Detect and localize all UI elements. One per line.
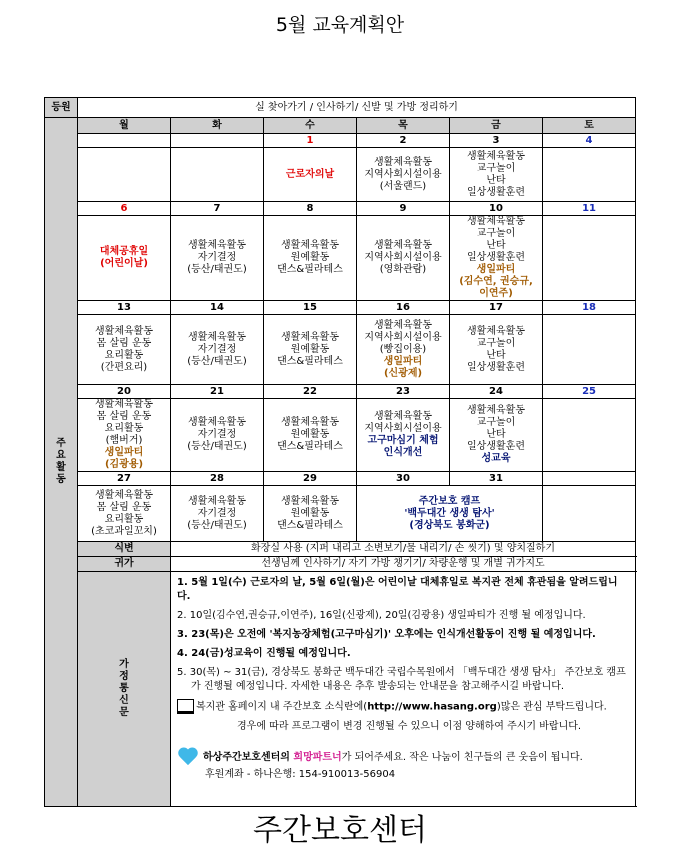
activity-cell: 대체공휴일 (어린이날): [78, 216, 171, 301]
date-cell: 21: [171, 385, 264, 399]
date-cell: 25: [543, 385, 636, 399]
page-title: 5월 교육계획안: [275, 14, 405, 36]
activity-cell: 생활체육활동 자기결정 (등산/태권도): [171, 399, 264, 472]
date-cell: 8: [264, 202, 357, 216]
activity-side-label: 주 요 활 동: [45, 118, 78, 807]
activity-cell: [543, 216, 636, 301]
day-sat: 토: [543, 118, 636, 134]
activity-cell: 생활체육활동 몸 살림 운동 요리활동 (햄버거) 생일파티 (김광용): [78, 399, 171, 472]
date-cell: 18: [543, 301, 636, 315]
arrival-label: 등원: [45, 98, 78, 118]
schedule-table: [44, 97, 636, 807]
center-name: 주간보호센터: [253, 813, 427, 848]
date-cell: 17: [450, 301, 543, 315]
date-cell: 29: [264, 472, 357, 486]
activity-cell: 생활체육활동 원예활동 댄스&필라테스: [264, 315, 357, 385]
activity-cell: 생활체육활동 원예활동 댄스&필라테스: [264, 486, 357, 542]
arrival-text: 실 찾아가기 / 인사하기/ 신발 및 가방 정리하기: [78, 98, 636, 118]
date-cell: 1: [264, 134, 357, 148]
activity-cell: 생활체육활동 지역사회시설이용 (영화관람): [357, 216, 450, 301]
date-cell: 22: [264, 385, 357, 399]
date-cell: 11: [543, 202, 636, 216]
meal-label: 식변: [78, 542, 171, 557]
activity-cell: [543, 486, 636, 542]
day-wed: 수: [264, 118, 357, 134]
date-cell: 31: [450, 472, 543, 486]
date-cell: 13: [78, 301, 171, 315]
date-cell: 14: [171, 301, 264, 315]
activity-cell: [543, 148, 636, 202]
notice-item: 1. 5월 1일(수) 근로자의 날, 5월 6일(월)은 어린이날 대체휴일로 복지관 전체 휴관됨을 알려드립니다.: [177, 577, 618, 602]
activity-cell: 생활체육활동 원예활동 댄스&필라테스: [264, 216, 357, 301]
date-cell: 30: [357, 472, 450, 486]
notice-item: 4. 24(금)성교육이 진행될 예정입니다.: [177, 648, 351, 659]
activity-cell: 생활체육활동 자기결정 (등산/태권도): [171, 216, 264, 301]
date-cell: 16: [357, 301, 450, 315]
day-mon: 월: [78, 118, 171, 134]
date-cell: 27: [78, 472, 171, 486]
activity-cell: 생활체육활동 지역사회시설이용 고구마심기 체험 인식개선: [357, 399, 450, 472]
meal-text: 화장실 사용 (지퍼 내리고 소변보기/물 내리기/ 손 씻기) 및 양치질하기: [171, 542, 636, 557]
donation-line: 하상주간보호센터의 희망파트너가 되어주세요. 작은 나눔이 친구들의 큰 웃음이 됩니다.: [177, 746, 629, 768]
date-cell: 3: [450, 134, 543, 148]
donation-account: 후원계좌 - 하나은행: 154-910013-56904: [205, 768, 396, 780]
date-cell: [78, 134, 171, 148]
notice-item: 가 진행될 예정입니다. 자세한 내용은 추후 발송되는 안내문을 참고해주시길 바랍니다.: [191, 681, 565, 692]
homepage-line: 복지관 홈페이지 내 주간보호 소식란에(http://www.hasang.org)많은 관심 부탁드립니다.: [177, 699, 629, 715]
date-cell: 4: [543, 134, 636, 148]
activity-cell: 생활체육활동 몸 살림 운동 요리활동 (간편요리): [78, 315, 171, 385]
activity-cell: 생활체육활동 원예활동 댄스&필라테스: [264, 399, 357, 472]
day-thu: 목: [357, 118, 450, 134]
notice-item: 3. 23(목)은 오전에 '복지농장체험(고구마심기)' 오후에는 인식개선활동이 진행 될 예정입니다.: [177, 629, 596, 640]
computer-icon: [177, 699, 194, 714]
departure-label: 귀가: [78, 557, 171, 572]
activity-cell: [543, 399, 636, 472]
activity-cell: 생활체육활동 지역사회시설이용 (빵집이용) 생일파티 (신광제): [357, 315, 450, 385]
date-cell: 2: [357, 134, 450, 148]
activity-cell: [543, 315, 636, 385]
activity-cell: 생활체육활동 교구놀이 난타 일상생활훈련 생일파티 (김수연, 권승규, 이연주): [450, 216, 543, 301]
camp-cell: 주간보호 캠프 '백두대간 생생 탐사' (경상북도 봉화군): [357, 486, 543, 542]
activity-cell: [171, 148, 264, 202]
heart-icon: [177, 746, 199, 768]
activity-cell: 생활체육활동 자기결정 (등산/태권도): [171, 315, 264, 385]
activity-cell: 생활체육활동 교구놀이 난타 일상생활훈련: [450, 315, 543, 385]
date-cell: 24: [450, 385, 543, 399]
notice-body: [171, 572, 636, 807]
date-cell: 15: [264, 301, 357, 315]
date-cell: 10: [450, 202, 543, 216]
day-tue: 화: [171, 118, 264, 134]
date-cell: 9: [357, 202, 450, 216]
notice-side-label: 가 정 통 신 문: [78, 572, 171, 807]
date-cell: [543, 472, 636, 486]
activity-cell: 생활체육활동 지역사회시설이용 (서울랜드): [357, 148, 450, 202]
notice-item: 2. 10일(김수연,권승규,이연주), 16일(신광제), 20일(김광용) 생일파티가 진행 될 예정입니다.: [177, 610, 586, 621]
activity-cell: 근로자의날: [264, 148, 357, 202]
notice-item: 경우에 따라 프로그램이 변경 진행될 수 있으니 이점 양해하여 주시기 바랍니다.: [237, 720, 582, 732]
date-cell: 20: [78, 385, 171, 399]
activity-cell: 생활체육활동 자기결정 (등산/태권도): [171, 486, 264, 542]
date-cell: 23: [357, 385, 450, 399]
notice-item: 5. 30(목) ~ 31(금), 경상북도 봉화군 백두대간 국립수목원에서 「백두대간 생생 탐사」 주간보호 캠프: [177, 667, 626, 678]
activity-cell: 생활체육활동 교구놀이 난타 일상생활훈련 성교육: [450, 399, 543, 472]
activity-cell: [78, 148, 171, 202]
activity-cell: 생활체육활동 몸 살림 운동 요리활동 (초코과일꼬치): [78, 486, 171, 542]
homepage-link[interactable]: http://www.hasang.org: [367, 701, 497, 713]
date-cell: 28: [171, 472, 264, 486]
departure-text: 선생님께 인사하기/ 자기 가방 챙기기/ 차량운행 및 개별 귀가지도: [171, 557, 636, 572]
date-cell: [171, 134, 264, 148]
activity-cell: 생활체육활동 교구놀이 난타 일상생활훈련: [450, 148, 543, 202]
date-cell: 7: [171, 202, 264, 216]
date-cell: 6: [78, 202, 171, 216]
day-fri: 금: [450, 118, 543, 134]
